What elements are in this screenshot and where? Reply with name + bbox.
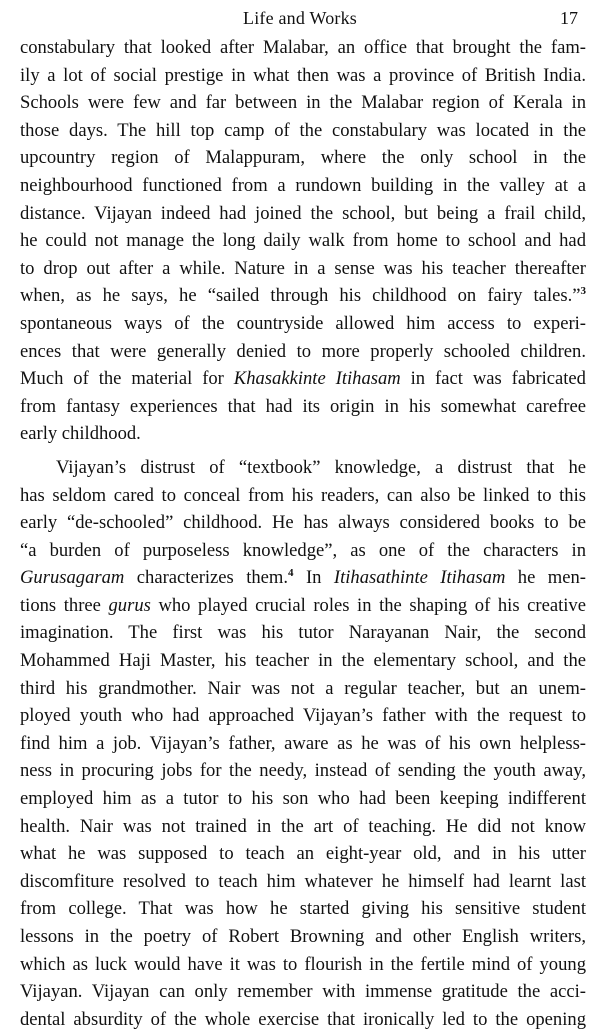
paragraph-2 (20, 454, 586, 1033)
text-line: Mohammed Haji Master, his teacher in the elementary school, and the (20, 650, 586, 672)
text-line: to drop out after a while. Nature in a sense was his teacher thereafter (20, 257, 586, 279)
book-title: Itihasathinte Itihasam (333, 567, 506, 589)
italic-word: gurus (108, 594, 151, 616)
text-segment: in fact was fabricated (400, 368, 586, 390)
text-line: ness in procuring jobs for the needy, instead of sending the youth away, (20, 760, 586, 782)
text-segment: In (293, 567, 334, 589)
text-line: lessons in the poetry of Robert Browning and other English writers, (20, 926, 586, 947)
text-line: employed him as a tutor to his son who had been keeping indifferent (20, 788, 586, 810)
paragraph-1 (20, 34, 586, 448)
text-line: has seldom cared to conceal from his readers, can also be linked to this (20, 484, 586, 506)
text-line: Vijayan’s distrust of “textbook” knowledge, a distrust that he (56, 456, 586, 478)
text-line: he could not manage the long daily walk from home to school and had (20, 230, 586, 252)
text-line: ences that were generally denied to more properly schooled children. (20, 340, 586, 362)
text-line: those days. The hill top camp of the constabulary was located in the (20, 119, 586, 141)
text-line: constabulary that looked after Malabar, an office that brought the fam- (20, 37, 586, 58)
text-line: Vijayan. Vijayan can only remember with immense gratitude the acci- (20, 981, 586, 1003)
text-segment: who played crucial roles in the shaping of his creative (150, 594, 586, 616)
page-number: 17 (560, 8, 578, 28)
text-line: “a burden of purposeless knowledge”, as one of the characters in (20, 539, 586, 561)
text-line (20, 564, 586, 592)
text-line: ployed youth who had approached Vijayan’s father with the request to (20, 705, 586, 727)
text-line: imagination. The first was his tutor Narayanan Nair, the second (20, 622, 586, 644)
text-line: early “de-schooled” childhood. He has always considered books to be (20, 512, 586, 534)
text-line: third his grandmother. Nair was not a regular teacher, but an unem- (20, 677, 586, 699)
text-line: distance. Vijayan indeed had joined the school, but being a frail child, (20, 202, 586, 224)
text-line: health. Nair was not trained in the art of teaching. He did not know (20, 815, 586, 837)
text-line: from fantasy experiences that had its origin in his somewhat carefree (20, 395, 586, 417)
book-title: Gurusagaram (20, 567, 125, 589)
text-line: discomfiture resolved to teach him whatever he himself had learnt last (20, 870, 586, 892)
footnote-ref: 4 (288, 567, 294, 580)
book-title: Khasakkinte Itihasam (233, 368, 401, 390)
running-head (0, 4, 600, 32)
text-segment: Much of the material for (20, 368, 234, 390)
body-text (20, 34, 586, 1033)
text-line (20, 365, 586, 393)
footnote-ref: 3 (580, 285, 586, 298)
text-line: ily a lot of social prestige in what then was a province of British India. (20, 64, 586, 86)
text-line (20, 282, 586, 310)
text-line: from college. That was how he started giving his sensitive student (20, 898, 586, 920)
running-title: Life and Works (243, 8, 357, 28)
text-line: dental absurdity of the whole exercise that ironically led to the opening (20, 1008, 586, 1030)
text-line: Schools were few and far between in the Malabar region of Kerala in (20, 92, 586, 114)
text-line: find him a job. Vijayan’s father, aware as he was of his own helpless- (20, 732, 586, 754)
text-line: upcountry region of Malappuram, where the only school in the (20, 147, 586, 169)
text-line: neighbourhood functioned from a rundown building in the valley at a (20, 174, 586, 196)
text-segment: characterizes them. (124, 567, 289, 589)
text-line: which as luck would have it was to flourish in the fertile mind of young (20, 953, 586, 975)
text-line (20, 592, 586, 620)
text-line: what he was supposed to teach an eight-year old, and in his utter (20, 843, 586, 865)
text-segment: he men- (505, 567, 586, 589)
text-segment: tions three (20, 594, 109, 616)
text-segment: when, as he says, he “sailed through his childhood on fairy tales.” (20, 285, 581, 307)
text-line: early childhood. (20, 423, 141, 445)
text-line: spontaneous ways of the countryside allowed him access to experi- (20, 312, 586, 334)
